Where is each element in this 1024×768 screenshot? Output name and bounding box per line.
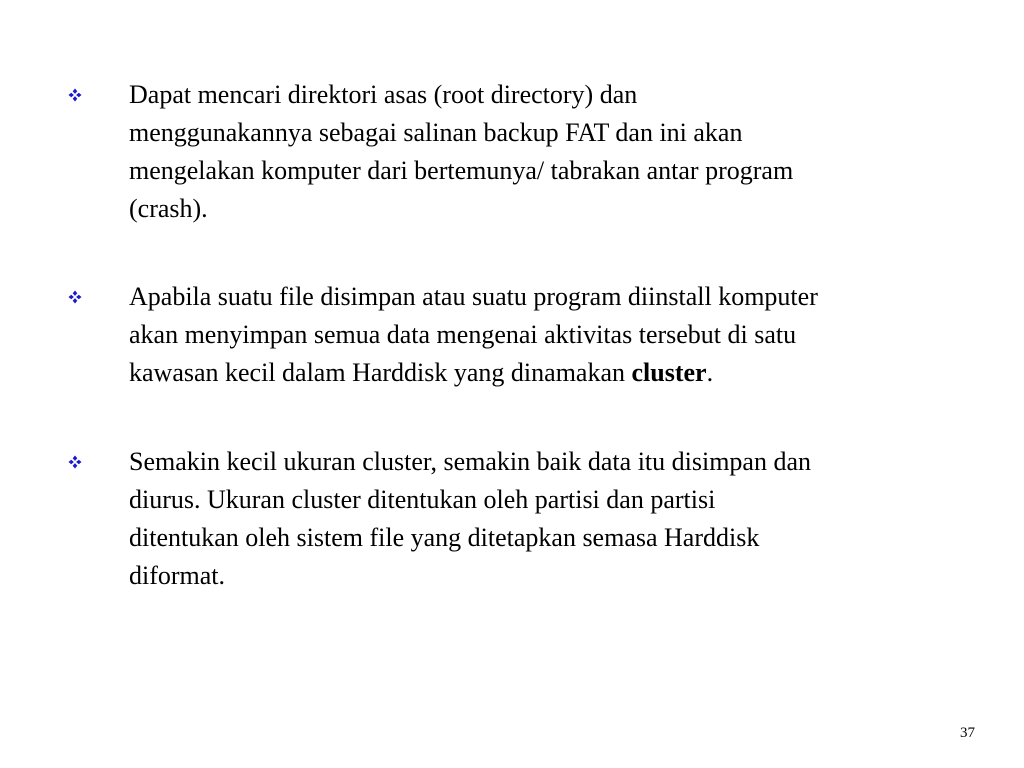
text-line: akan menyimpan semua data mengenai aktivitas tersebut di satu (129, 320, 797, 349)
four-petal-diamond-icon (68, 290, 82, 304)
text-line: (crash). (129, 194, 208, 223)
text-line: diurus. Ukuran cluster ditentukan oleh partisi dan partisi (129, 485, 716, 514)
four-petal-diamond-icon (68, 455, 82, 469)
text-line: mengelakan komputer dari bertemunya/ tabrakan antar program (129, 156, 794, 185)
text-segment: kawasan kecil dalam Harddisk yang dinamakan (129, 358, 632, 387)
bold-term-cluster: cluster (631, 358, 707, 387)
bullet-text (129, 278, 979, 392)
text-line: menggunakannya sebagai salinan backup FAT dan ini akan (129, 118, 743, 147)
text-line: Apabila suatu file disimpan atau suatu program diinstall komputer (129, 282, 818, 311)
bullet-text (129, 443, 979, 595)
text-line: diformat. (129, 561, 226, 590)
bullet-text (129, 76, 979, 228)
page-number: 37 (960, 725, 975, 741)
text-line (129, 354, 979, 392)
text-line: Semakin kecil ukuran cluster, semakin baik data itu disimpan dan (129, 447, 812, 476)
text-segment: . (706, 358, 714, 387)
text-line: Dapat mencari direktori asas (root directory) dan (129, 80, 638, 109)
four-petal-diamond-icon (68, 88, 82, 102)
text-line: ditentukan oleh sistem file yang ditetapkan semasa Harddisk (129, 523, 760, 552)
